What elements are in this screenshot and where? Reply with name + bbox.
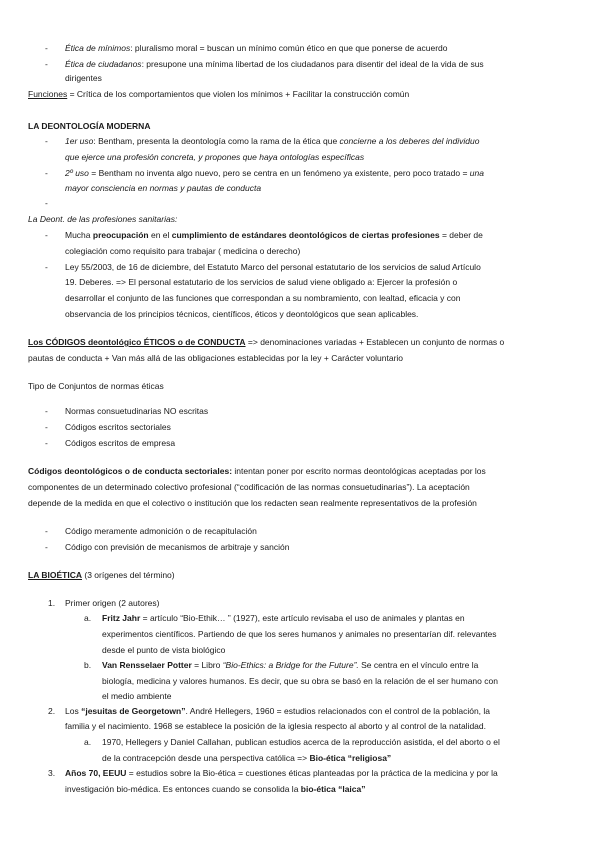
list-number: 3. (48, 768, 56, 778)
origen2a-line-2 (102, 753, 391, 764)
origen2-c: . André Hellegers, 1960 = estudios relacionados con el control de la población, la (185, 706, 491, 716)
sectoriales-item: Código con previsión de mecanismos de arbitraje y sanción (65, 542, 290, 552)
anos-70-eeuu: Años 70, EEUU (65, 768, 127, 778)
bullet-dash: - (45, 438, 48, 448)
bullet-dash: - (45, 230, 48, 240)
sanitarias-item2-line-4: observancia de los principios técnicos, científicos, éticos y deontológicos que sean aplicables. (65, 309, 419, 319)
origen1a-line-2: experimentos científicos. Partiendo de que los seres humanos y animales no presentarían dif. relevantes (102, 629, 497, 639)
sectoriales-item: Código meramente admonición o de recapitulación (65, 526, 257, 536)
bioetica-religiosa: Bio-ética “religiosa” (309, 753, 392, 763)
sectoriales-line-1 (28, 466, 486, 477)
etica-ciudadanos-label: Ética de ciudadanos (65, 59, 142, 69)
bullet-dash: - (45, 59, 48, 69)
sanitarias-item1-a: Mucha (65, 230, 93, 240)
sanitarias-item1-b: preocupación (92, 230, 149, 240)
origen1a-text-1: = artículo “Bio-Ethik… ” (1927), este artículo revisaba el uso de animales y plantas en (140, 613, 465, 623)
tipos-title: Tipo de Conjuntos de normas éticas (28, 381, 164, 391)
tipos-item: Códigos escritos de empresa (65, 438, 176, 448)
tipos-item: Normas consuetudinarias NO escritas (65, 406, 209, 416)
bullet-dash: - (45, 542, 48, 552)
sanitarias-title: La Deont. de las profesiones sanitarias: (28, 214, 178, 224)
bioetica-heading (28, 570, 175, 581)
bioetica-subtitle: (3 orígenes del término) (82, 570, 175, 580)
uso2-label: 2º uso (65, 168, 89, 178)
funciones-line (28, 89, 409, 100)
uso1-line (65, 136, 479, 147)
origen1-title: Primer origen (2 autores) (65, 598, 160, 608)
codigos-label: Los CÓDIGOS deontológico ÉTICOS o de CONDUCTA (28, 337, 246, 347)
etica-minimos-label: Ética de mínimos (65, 43, 131, 53)
funciones-label: Funciones (28, 89, 68, 99)
sanitarias-item1-d: cumplimiento de estándares deontológicos de ciertas profesiones (171, 230, 440, 240)
origen3-line-1 (65, 768, 498, 779)
codigos-text-1: => denominaciones variadas + Establecen un conjunto de normas o (245, 337, 505, 347)
uso2-line (65, 168, 484, 179)
uso1-line-2: que ejerce una profesión concreta, y propones que haya ontologías específicas (65, 152, 365, 162)
sanitarias-item2-line-3: desarrollar el conjunto de las funciones que correspondan a su nombramiento, con lealtad, eficacia y con (65, 293, 461, 303)
origen1b-text-1: = Libro (191, 660, 223, 670)
potter-book: “Bio-Ethics: a Bridge for the Future”. (222, 660, 359, 670)
etica-ciudadanos-line-2: dirigentes (65, 73, 102, 83)
list-letter: b. (84, 660, 92, 670)
etica-ciudadanos-line (65, 59, 484, 70)
etica-ciudadanos-text: : presupone una mínima libertad de los ciudadanos para disentir del ideal de la vida de sus (141, 59, 484, 69)
origen2a-line-1: 1970, Hellegers y Daniel Callahan, publican estudios acerca de la reproducción asistida, el del aborto o el (102, 737, 500, 747)
origen2-line-1 (65, 706, 490, 717)
sanitarias-item2-line-1: Ley 55/2003, de 16 de diciembre, del Estatuto Marco del personal estatutario de los servicios de salud Artículo (65, 262, 481, 272)
bioetica-label: LA BIOÉTICA (28, 570, 82, 580)
uso1-italic: concierne a los deberes del individuo (339, 136, 480, 146)
bullet-dash-empty: - (45, 198, 48, 208)
fritz-jahr-name: Fritz Jahr (102, 613, 141, 623)
codigos-line-1 (28, 337, 504, 348)
etica-minimos-line (65, 43, 447, 54)
uso1-text: : Bentham, presenta la deontología como la rama de la ética que (93, 136, 340, 146)
jesuitas-georgetown: “jesuitas de Georgetown” (81, 706, 186, 716)
funciones-text: = Crítica de los comportamientos que violen los mínimos + Facilitar la construcción común (67, 89, 410, 99)
bullet-dash: - (45, 406, 48, 416)
uso2-line-2: mayor consciencia en normas y pautas de conducta (65, 183, 262, 193)
origen1b-text-2: Se centra en el vínculo entre la (358, 660, 479, 670)
sanitarias-item1-e: = deber de (439, 230, 483, 240)
uso2-italic: una (469, 168, 484, 178)
origen2-line-2: familia y el nacimiento. 1968 se establece la posición de la iglesia respecto al aborto y al control de la natalidad. (65, 721, 486, 731)
list-letter: a. (84, 613, 92, 623)
bullet-dash: - (45, 422, 48, 432)
bullet-dash: - (45, 526, 48, 536)
origen1b-line-3: el medio ambiente (102, 691, 172, 701)
origen3-b: = estudios sobre la Bio-ética = cuestiones éticas planteadas por la práctica de la medicina y por la (126, 768, 498, 778)
list-number: 2. (48, 706, 56, 716)
potter-name: Van Rensselaer Potter (102, 660, 192, 670)
origen3-line-2 (65, 784, 366, 795)
sectoriales-label: Códigos deontológicos o de conducta sectoriales: (28, 466, 233, 476)
origen1b-line-1 (102, 660, 478, 671)
bullet-dash: - (45, 168, 48, 178)
origen1a-line-1 (102, 613, 465, 624)
bullet-dash: - (45, 136, 48, 146)
sanitarias-item1-line (65, 230, 483, 241)
bullet-dash: - (45, 262, 48, 272)
sectoriales-text-1: intentan poner por escrito normas deontológicas aceptadas por los (232, 466, 486, 476)
uso1-label: 1er uso (65, 136, 94, 146)
sanitarias-item2-line-2: 19. Deberes. => El personal estatutario de los servicios de salud viene obligado a: Ejercer la profesión o (65, 277, 458, 287)
sectoriales-line-2: componentes de un determinado colectivo profesional (“codificación de las normas consuetudinarias”). La aceptación (28, 482, 470, 492)
origen3-c: investigación bio-médica. Es entonces cuando se consolida la (65, 784, 301, 794)
bioetica-laica: bio-ética “laica” (300, 784, 366, 794)
sanitarias-item1-c: en el (148, 230, 172, 240)
origen2a-text-2: de la contracepción desde una perspectiva católica => (102, 753, 310, 763)
uso2-text: = Bentham no inventa algo nuevo, pero se centra en un fenómeno ya existente, pero poco tratado = (88, 168, 470, 178)
sectoriales-line-3: depende de la medida en que el colectivo o institución que los redacten sean realmente representativos de la profesión (28, 498, 477, 508)
list-letter: a. (84, 737, 92, 747)
etica-minimos-text: : pluralismo moral = buscan un mínimo común ético en que que ponerse de acuerdo (130, 43, 448, 53)
sanitarias-item1-line-2: colegiación como requisito para trabajar ( medicina o derecho) (65, 246, 301, 256)
origen1b-line-2: biología, medicina y valores humanos. Es decir, que su obra se basó en la relación de el ser humano con (102, 676, 498, 686)
bullet-dash: - (45, 43, 48, 53)
list-number: 1. (48, 598, 56, 608)
origen1a-line-3: desde el punto de vista biológico (102, 645, 226, 655)
origen2-a: Los (65, 706, 82, 716)
deontologia-heading: LA DEONTOLOGÍA MODERNA (28, 121, 151, 131)
codigos-line-2: pautas de conducta + Van más allá de las obligaciones establecidas por la ley + Carácter voluntario (28, 353, 404, 363)
tipos-item: Códigos escritos sectoriales (65, 422, 171, 432)
